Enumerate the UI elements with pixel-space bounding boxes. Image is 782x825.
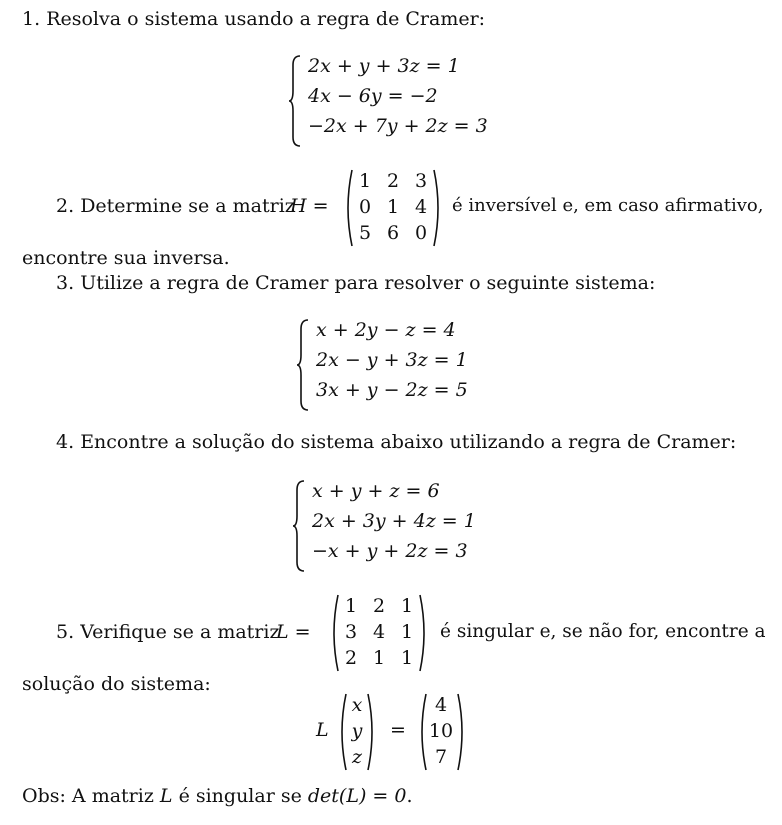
matrix-h-cell: 5 xyxy=(358,222,372,244)
left-paren-icon xyxy=(416,692,428,772)
question-2-text: Determine se a matriz xyxy=(80,195,295,217)
question-3-number: 3. xyxy=(56,272,75,294)
matrix-h-cell: 0 xyxy=(414,222,428,244)
matrix-l-cell: 1 xyxy=(400,621,414,643)
system-1-eq-1: 2x + y + 3z = 1 xyxy=(308,55,460,77)
obs-period: . xyxy=(406,785,413,807)
matrix-l-cell: 1 xyxy=(400,595,414,617)
vector-rhs-cell: 7 xyxy=(434,746,448,768)
question-1-number: 1. xyxy=(22,8,41,30)
vector-xyz-cell: y xyxy=(351,720,363,742)
system-1-eq-3: −2x + 7y + 2z = 3 xyxy=(308,115,488,137)
vector-xyz-cell: x xyxy=(351,694,363,716)
system-4-eq-3: −x + y + 2z = 3 xyxy=(312,540,468,562)
matrix-l xyxy=(328,593,430,673)
matrix-l-cell: 1 xyxy=(372,647,386,669)
question-2-text-after: é inversível e, em caso afirmativo, xyxy=(452,195,764,216)
matrix-l-cell: 1 xyxy=(344,595,358,617)
matrix-h-label: H = xyxy=(290,195,329,217)
system-3-eq-2: 2x − y + 3z = 1 xyxy=(316,349,468,371)
matrix-h-cell: 0 xyxy=(358,196,372,218)
question-3-heading xyxy=(56,272,655,294)
vector-eq-lhs-var: L xyxy=(316,719,329,741)
matrix-h-cell: 1 xyxy=(386,196,400,218)
question-2-text-before xyxy=(56,195,295,217)
left-brace-icon xyxy=(296,319,310,411)
question-3-text: Utilize a regra de Cramer para resolver o seguinte sistema: xyxy=(80,272,656,294)
obs-label: Obs: A matriz xyxy=(22,785,154,807)
matrix-h-cell: 1 xyxy=(358,170,372,192)
system-3-eq-1: x + 2y − z = 4 xyxy=(316,319,456,341)
obs-var: L xyxy=(159,785,173,807)
matrix-h-cell: 6 xyxy=(386,222,400,244)
matrix-h-cell: 4 xyxy=(414,196,428,218)
question-5-text-cont: solução do sistema: xyxy=(22,673,211,695)
matrix-h xyxy=(342,168,444,248)
question-4-number: 4. xyxy=(56,431,75,453)
vector-rhs-cell: 4 xyxy=(434,694,448,716)
vector-rhs-cell: 10 xyxy=(428,720,454,742)
vector-xyz xyxy=(336,692,378,772)
system-1-eq-2: 4x − 6y = −2 xyxy=(308,85,438,107)
matrix-l-cell: 1 xyxy=(400,647,414,669)
left-brace-icon xyxy=(288,55,302,147)
question-5-number: 5. xyxy=(56,621,75,643)
matrix-h-cell: 3 xyxy=(414,170,428,192)
matrix-l-cell: 3 xyxy=(344,621,358,643)
system-1 xyxy=(288,53,508,149)
matrix-l-cell: 2 xyxy=(372,595,386,617)
question-4-heading xyxy=(56,431,736,453)
left-brace-icon xyxy=(292,480,306,572)
question-4-text: Encontre a solução do sistema abaixo utilizando a regra de Cramer: xyxy=(80,431,737,453)
matrix-h-cell: 2 xyxy=(386,170,400,192)
question-5-text-before xyxy=(56,621,279,643)
question-1-text: Resolva o sistema usando a regra de Cramer: xyxy=(46,8,486,30)
vector-xyz-cell: z xyxy=(351,746,362,768)
obs-middle: é singular se xyxy=(178,785,302,807)
question-5-text: Verifique se a matriz xyxy=(80,621,280,643)
question-2-text-cont: encontre sua inversa. xyxy=(22,247,230,269)
right-paren-icon xyxy=(456,692,468,772)
system-4 xyxy=(292,478,512,574)
matrix-l-cell: 2 xyxy=(344,647,358,669)
system-4-eq-2: 2x + 3y + 4z = 1 xyxy=(312,510,476,532)
question-2-number: 2. xyxy=(56,195,75,217)
system-3 xyxy=(296,317,496,413)
vector-rhs xyxy=(416,692,468,772)
matrix-l-cell: 4 xyxy=(372,621,386,643)
system-4-eq-1: x + y + z = 6 xyxy=(312,480,440,502)
vector-eq-equals: = xyxy=(390,719,406,741)
obs-expr: det(L) = 0 xyxy=(307,785,407,807)
matrix-l-label: L = xyxy=(276,621,311,643)
system-3-eq-3: 3x + y − 2z = 5 xyxy=(316,379,468,401)
question-5-text-after: é singular e, se não for, encontre a xyxy=(440,621,766,642)
question-1-heading xyxy=(22,8,485,30)
observation-note xyxy=(22,785,413,807)
